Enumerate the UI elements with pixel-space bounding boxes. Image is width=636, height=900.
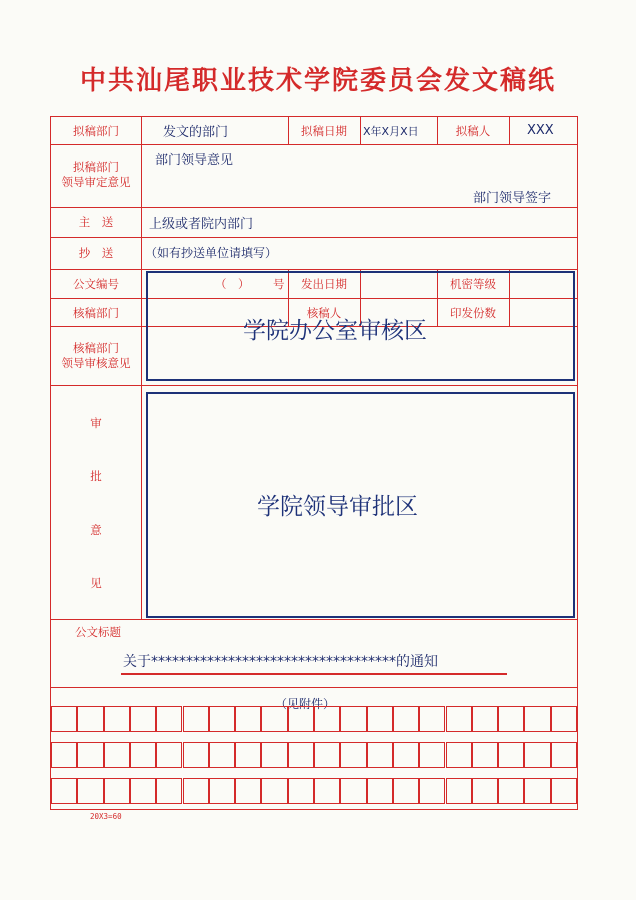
label-drafter: 拟稿人 — [455, 124, 491, 138]
grid-cell[interactable] — [261, 706, 287, 732]
grid-cell[interactable] — [524, 778, 550, 804]
copy-send-value[interactable]: （如有抄送单位请填写） — [145, 246, 278, 260]
grid-cell[interactable] — [77, 742, 103, 768]
col-line — [141, 117, 142, 619]
grid-cell[interactable] — [156, 742, 182, 768]
grid-cell[interactable] — [156, 706, 182, 732]
label-main-send: 主 送 — [78, 215, 114, 229]
grid-cell[interactable] — [77, 778, 103, 804]
draft-date-value[interactable]: X年X月X日 — [363, 125, 419, 138]
office-review-label: 学院办公室审核区 — [243, 318, 427, 344]
grid-cell[interactable] — [498, 742, 524, 768]
grid-cell[interactable] — [367, 706, 393, 732]
label-num-suffix: 号 — [273, 277, 285, 291]
label-draft-date: 拟稿日期 — [301, 124, 347, 138]
grid-cell[interactable] — [472, 778, 498, 804]
label-issue-date: 发出日期 — [301, 277, 347, 291]
grid-cell[interactable] — [340, 742, 366, 768]
grid-cell[interactable] — [51, 778, 77, 804]
grid-note: 20X3=60 — [90, 812, 122, 821]
leader-approval-label: 学院领导审批区 — [257, 494, 418, 520]
row-line — [51, 207, 577, 208]
grid-cell[interactable] — [551, 778, 577, 804]
label-copy-send: 抄 送 — [78, 246, 114, 260]
row-line — [51, 385, 577, 386]
grid-cell[interactable] — [130, 778, 156, 804]
grid-cell[interactable] — [235, 706, 261, 732]
grid-cell[interactable] — [209, 742, 235, 768]
grid-cell[interactable] — [314, 706, 340, 732]
grid-cell[interactable] — [446, 778, 472, 804]
label-dept-leader-review-2: 领导审定意见 — [61, 175, 131, 189]
grid-cell[interactable] — [314, 742, 340, 768]
grid-cell[interactable] — [104, 742, 130, 768]
row-line — [51, 687, 577, 688]
grid-cell[interactable] — [472, 742, 498, 768]
grid-cell[interactable] — [183, 742, 209, 768]
grid-cell[interactable] — [524, 742, 550, 768]
grid-cell[interactable] — [498, 778, 524, 804]
grid-cell[interactable] — [51, 742, 77, 768]
grid-cell[interactable] — [393, 742, 419, 768]
grid-cell[interactable] — [130, 742, 156, 768]
label-doc-number: 公文编号 — [73, 277, 119, 291]
grid-cell[interactable] — [235, 778, 261, 804]
grid-cell[interactable] — [104, 778, 130, 804]
grid-cell[interactable] — [340, 778, 366, 804]
row-line — [51, 619, 577, 620]
grid-cell[interactable] — [340, 706, 366, 732]
dept-leader-opinion[interactable]: 部门领导意见 — [155, 153, 234, 168]
doc-title-value[interactable]: 关于***********************************的通知 — [123, 654, 438, 670]
main-send-value[interactable]: 上级或者院内部门 — [149, 217, 254, 232]
label-print-copies: 印发份数 — [450, 306, 496, 320]
grid-cell[interactable] — [393, 706, 419, 732]
row-line — [51, 269, 577, 270]
grid-cell[interactable] — [472, 706, 498, 732]
grid-cell[interactable] — [261, 742, 287, 768]
grid-cell[interactable] — [498, 706, 524, 732]
label-verify-leader-1: 核稿部门 — [73, 341, 119, 355]
col-line — [509, 117, 510, 144]
grid-cell[interactable] — [446, 742, 472, 768]
grid-cell[interactable] — [419, 742, 445, 768]
grid-cell[interactable] — [130, 706, 156, 732]
grid-cell[interactable] — [261, 778, 287, 804]
form-title: 中共汕尾职业技术学院委员会发文稿纸 — [79, 66, 556, 96]
grid-cell[interactable] — [551, 706, 577, 732]
grid-cell[interactable] — [419, 778, 445, 804]
dept-leader-sign[interactable]: 部门领导签字 — [473, 191, 552, 206]
label-verify-leader-2: 领导审核意见 — [61, 356, 131, 370]
doc-title-underline — [121, 673, 507, 675]
grid-cell[interactable] — [393, 778, 419, 804]
grid-cell[interactable] — [551, 742, 577, 768]
drafter-value[interactable]: XXX — [527, 123, 554, 138]
draft-dept-value[interactable]: 发文的部门 — [163, 125, 229, 140]
grid-cell[interactable] — [77, 706, 103, 732]
col-line — [360, 117, 361, 144]
label-doc-title: 公文标题 — [75, 625, 121, 639]
grid-cell[interactable] — [183, 706, 209, 732]
label-draft-dept: 拟稿部门 — [73, 124, 119, 138]
grid-cell[interactable] — [446, 706, 472, 732]
grid-cell[interactable] — [524, 706, 550, 732]
grid-cell[interactable] — [156, 778, 182, 804]
grid-cell[interactable] — [209, 778, 235, 804]
label-approval-2: 批 — [90, 469, 102, 483]
grid-cell[interactable] — [288, 706, 314, 732]
label-dept-leader-review-1: 拟稿部门 — [73, 160, 119, 174]
grid-cell[interactable] — [367, 778, 393, 804]
grid-cell[interactable] — [419, 706, 445, 732]
grid-cell[interactable] — [367, 742, 393, 768]
grid-cell[interactable] — [314, 778, 340, 804]
grid-cell[interactable] — [183, 778, 209, 804]
label-approval-4: 见 — [90, 576, 102, 590]
label-verify-dept: 核稿部门 — [73, 306, 119, 320]
row-line — [51, 237, 577, 238]
label-secret-level: 机密等级 — [450, 277, 496, 291]
label-verifier: 核稿人 — [306, 306, 342, 320]
grid-cell[interactable] — [209, 706, 235, 732]
grid-cell[interactable] — [104, 706, 130, 732]
attachment-note: （见附件） — [275, 697, 336, 711]
grid-cell[interactable] — [51, 706, 77, 732]
grid-cell[interactable] — [288, 742, 314, 768]
label-num-brackets: （ ） — [215, 277, 250, 291]
label-approval-3: 意 — [90, 523, 102, 537]
row-line — [51, 144, 577, 145]
label-approval-1: 审 — [90, 416, 102, 430]
grid-cell[interactable] — [235, 742, 261, 768]
grid-cell[interactable] — [288, 778, 314, 804]
